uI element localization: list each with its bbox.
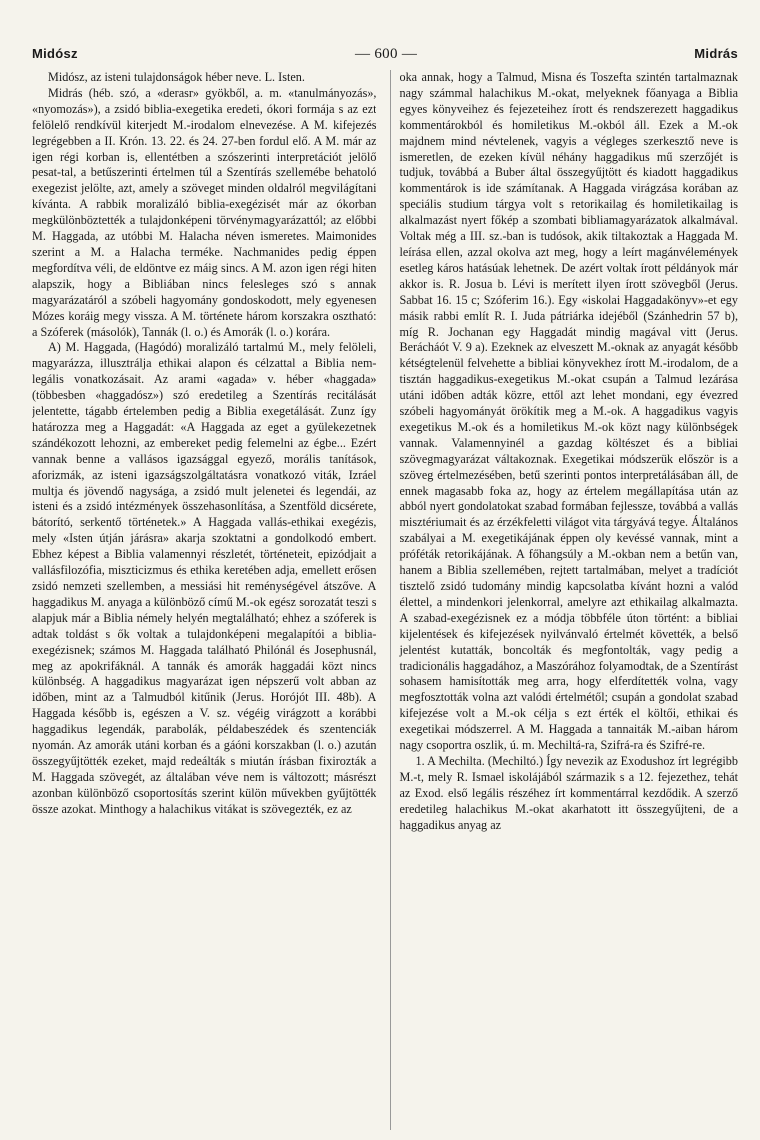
section-haggada: A) M. Haggada, (Hagódó) moralizáló tartalmú M., mely felöleli, magyarázza, illusztrálja ethikai alapon és célzattal a Biblia nem-legális vonatkozásait. Az arami «agada» v. héber «haggada» (többesben «haggadósz») szó eredetileg a Szentírás recitálását jelentette, tágabb értelemben pedig a Biblia exegetálását. Zunz így határozza meg a Haggadát: «A Haggada az eget a gyülekezetnek szándékozott lehozni, az embereket pedig felemelni az égbe... Ezért vannak benne a vallásos igazsággal egyező, morális tanítások, aforizmák, az isteni igazságszolgáltatásra vonatkozó viták, Izráel multja és jövendő nagysága, a zsidó mult jelenetei és legendái, az isteni és a zsidó intézmények összehasonlítása, a Szentföld dicsérete, bátorító, serkentő történetek.» A Haggada vallás-ethikai exegézis, mely «Isten útján járásra» akarja szoktatni a gondolkodó embert. Ebhez képest a Biblia valamennyi részletét, történeteit, epizódjait a vallásfilozófia, miszticizmus és ethika keretében adja, emellett erősen zsidó nemzeti szellemben, a messiási hit reménységével átszőve. A haggadikus M. anyaga a különböző című M.-ok egész sorozatát teszi s alapjuk már a Biblia némely helyén megtalálható; ehhez a szóferek is adtak toldást s ők voltak a tulajdonképeni megalapítói a biblia-exegézisnek; számos M. Haggada található Philónál és Josephusnál, meg az apokrifáknál. A tannák és amorák haggadái közt nincs különbség. A haggadikus magyarázat igen népszerű volt abban az időben, mint az a Talmudból kitűnik (Jerus. Horójót III. 48b). A Haggada később is, egészen a V. sz. végéig virágzott a korábbi haggadikus legendák, parabolák, példabeszédek és szentenciák nyomán. Az amorák utáni korban és a gáóni korszakban (l. o.) azután összegyűjtötték ezeket, majd redeálták s miután írásban fixirozták a M. Haggada szövegét, az általában véve nem is változott; másrészt azonban különböző csoportosítás szerint külön művekben gyűjtötték össze azokat. Minthogy a halachikus vitákat is szövegezték, ez az [32, 340, 377, 816]
section-mechilta: 1. A Mechilta. (Mechiltó.) Így nevezik az Exodushoz írt legrégibb M.-t, mely R. Ismael iskolájából származik s a 12. fejezethez, tehát az Exod. első legális részéhez írt kommentárral kezdődik. A szerző eredetileg halachikus M.-okat akarhatott itt összegyűjteni, de a haggadikus anyag az [399, 753, 738, 832]
page-number: — 600 — [355, 46, 418, 62]
entry-midras: Midrás (héb. szó, a «derasr» gyökből, a. m. «tanulmányozás», «nyomozás»), a zsidó biblia-exegetika eredeti, ókori formája s az ezt felölelő rendkívül kiterjedt M.-irodalom elnevezése. A M. kifejezés legrégebben a II. Krón. 13. 22. és 24. 27-ben fordul elő. A M. már az igen régi korban is, ellentétben a szószerinti interpretációt jelölő pesat-tal, a betűszerinti értelmen túl a Szentírás szellemébe behatoló exegezist jelölte, azt, amely a szöveget minden oldalról megvilágítani kívánta. A rabbik moralizáló biblia-exegézisét már az ókorban megkülönböztették a tulajdonképeni törvénymagyarázattól; az előbbi M. Haggada, az utóbbi M. Halacha néven ismeretes. Maimonides szerint a M. a Halacha terméke. Nachmanides pedig éppen megfordítva véli, de eldöntve ez máig sincs. A M. azon igen régi hiten alapszik, hogy a Bibliában nincs felesleges szó s annak magyarázatáról a szóbeli hagyomány gondoskodott, mely egyenesen Mózes koráig megy vissza. A M. története három korszakra osztható: a Szóferek (másolók), Tannák (l. o.) és Amorák (l. o.) korára. [32, 85, 377, 339]
header-right-headword: Midrás [694, 46, 738, 61]
text-columns [32, 70, 738, 1130]
continued-paragraph: oka annak, hogy a Talmud, Misna és Toszefta szintén tartalmaznak nagy számmal halachikus M.-okat, melyeknek főanyaga a Biblia egyes könyveihez és fejezeteihez írott és rendszerezett haggadikus kommentárokból és homiletikus M.-okból áll. Ezek a M.-ok majdnem mind névtelenek, vagyis a végleges szerkesztő neve is ismeretlen, de ezeken kívül néhány haggadikus mű szerzőjét is tudjuk, továbbá a Buber által összegyűjtött és kiadott haggadikus kommentárok is ide számítanak. A Haggada virágzása korában az speciális studium tárgya volt s retorikailag és homiletikailag is alkalmazást nyert főkép a szombati bibliamagyarázatok alkalmával. Voltak még a III. sz.-ban is tudósok, akik tiltakoztak a Haggada M. leírása ellen, azzal okolva azt meg, hogy a leírt magánvélemények esetleg káros hatásúak lehetnek. De azért voltak írott példányok már akkor is. R. Josua b. Lévi is merített ilyen írott szövegből (Jerus. Sabbat 16. 15 c; Szóferim 16.). Egy «iskolai Haggadakönyv»-et egy másik rabbi említ R. I. Juda pátriárka idejéből (Szánhedrin 57 b), míg R. Jochanan egy Haggadát mindig magával vitt (Jerus. Berácháót V. 9 a). Ezeknek az elveszett M.-oknak az anyagát később kétségtelenül felvehette a bibliai könyvekhez írott M.-irodalom, de a tisztán haggadikus-exegetikus M.-okat csupán a Talmud lezárása utáni időben adták közre, ettől azt lehet mondani, egy évezred szóbeli hagyományát örökítik meg a M.-ok. A haggadikus vagyis exegetikus M.-ok és a homiletikus M.-ok közt nagy különbségek vannak. Valamennyinél a gazdag költészet és a bibliai szövegmagyarázat váltakoznak. Exegetikai módszerük először is a szöveg értelmezésében, betű szerinti pontos interpretálásában áll, de ennek magasabb foka az, hogy az értelem megállapítása után az abból nyert gondolatokat szabad formában fejlessze, továbbá a vallás misztériumait és az érzékfeletti világot vita tárgyává tegye. Általános szabályai a M. exegetikájának éppen oly kevéssé vannak, mint a próféták retorikájának. A főhangsúly a M.-okban nem a betűn van, hanem a Biblia szellemében, rejtett tartalmában, melyet a tradíciót tisztelő zsidó tudomány mindig kapcsolatba kívánt hozni a valód élettel, a mindenkori jelenkorral, amelyre azt ethikailag alkalmazta. A szabad-exegézisnek ez a módja többféle úton történt: a bibliai kijelentések és kifejezések nyilvánvaló értelmét követték, a belső jelentést kutatták, boncolták és megfontolták, vagy pedig a tradicionális haggadához, a Maszórához folyamodtak, de a Szentírást sohasem hamisították meg arra, hogy elferdítették volna, vagy megfosztották volna azt valódi értelmétől; csupán a gondolat szabad kifejezése volt a M.-ok célja s ezt érték el költői, ethikai és exegetikai módszerrel. A M. Haggada a tannaiták M.-aiban három nagy csoportra oszlik, ú. m. Mechiltá-ra, Szifrá-ra és Szifré-re. [399, 70, 738, 753]
right-column [390, 70, 738, 1130]
header-left-headword: Midósz [32, 46, 78, 61]
entry-midosz: Midósz, az isteni tulajdonságok héber neve. L. Isten. [48, 70, 305, 84]
running-header [32, 46, 738, 66]
left-column [32, 70, 376, 1130]
